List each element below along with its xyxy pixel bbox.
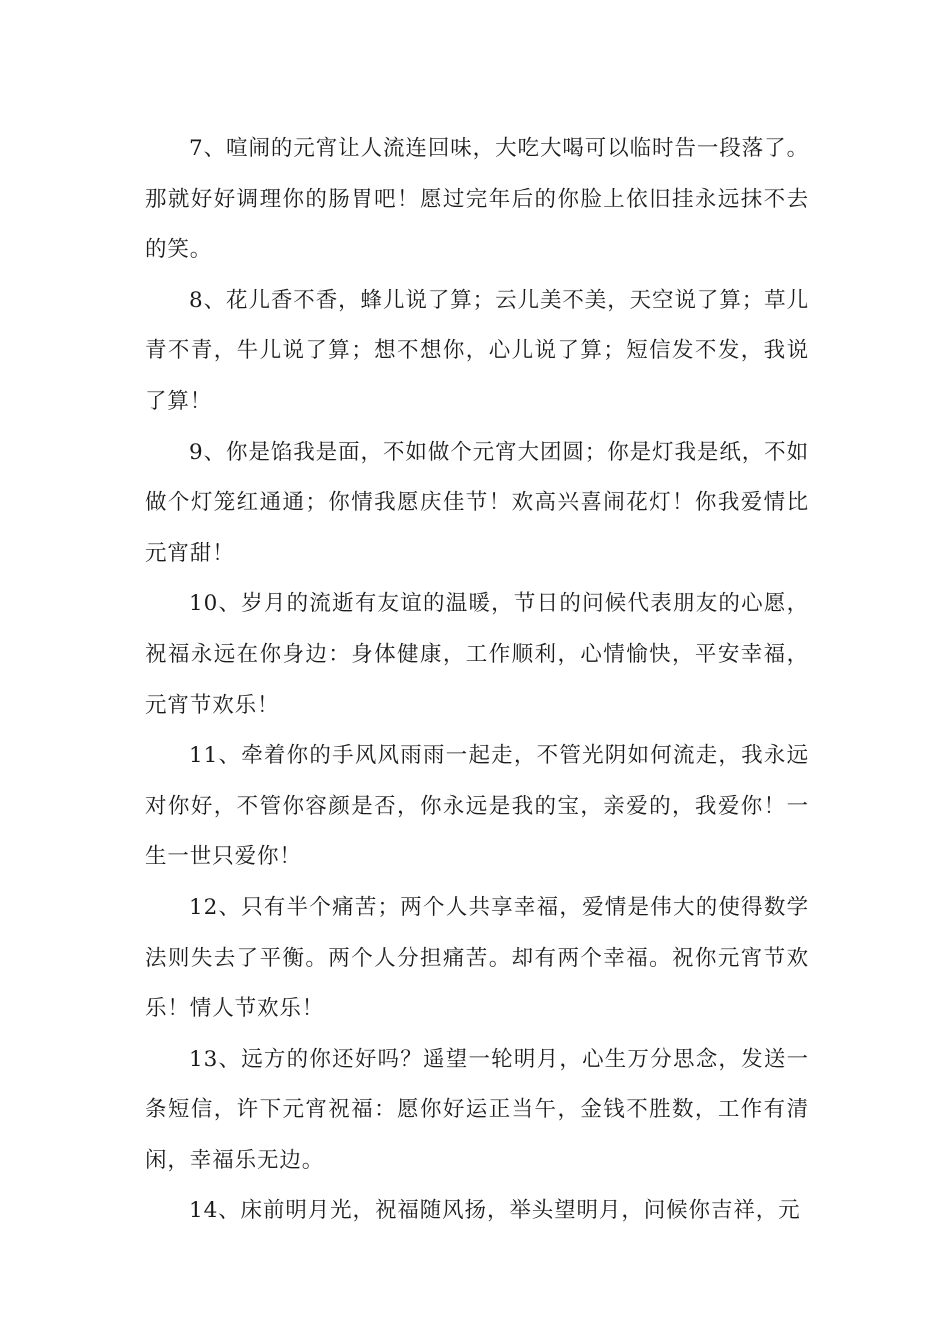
- paragraph-13: 13、远方的你还好吗？遥望一轮明月，心生万分思念，发送一条短信，许下元宵祝福：愿你好运正当午，金钱不胜数，工作有清闲，幸福乐无边。: [145, 1046, 809, 1173]
- paragraph-8: 8、花儿香不香，蜂儿说了算；云儿美不美，天空说了算；草儿青不青，牛儿说了算；想不想你，心儿说了算；短信发不发，我说了算！: [145, 287, 809, 414]
- paragraph-12: 12、只有半个痛苦；两个人共享幸福，爱情是伟大的使得数学法则失去了平衡。两个人分担痛苦。却有两个幸福。祝你元宵节欢乐！情人节欢乐！: [145, 894, 809, 1022]
- paragraph-11: 11、牵着你的手风风雨雨一起走，不管光阴如何流走，我永远对你好，不管你容颜是否，你永远是我的宝，亲爱的，我爱你！一生一世只爱你！: [145, 743, 809, 870]
- paragraph-10: 10、岁月的流逝有友谊的温暖，节日的问候代表朋友的心愿，祝福永远在你身边：身体健康，工作顺利，心情愉快，平安幸福，元宵节欢乐！: [145, 591, 809, 718]
- document-body: [145, 124, 809, 1237]
- paragraph-14: 14、床前明月光，祝福随风扬，举头望明月，问候你吉祥，元: [189, 1198, 801, 1224]
- paragraph-9: 9、你是馅我是面，不如做个元宵大团圆；你是灯我是纸，不如做个灯笼红通通；你情我愿庆佳节！欢高兴喜闹花灯！你我爱情比元宵甜！: [145, 439, 809, 566]
- paragraph-7: 7、喧闹的元宵让人流连回味，大吃大喝可以临时告一段落了。那就好好调理你的肠胃吧！愿过完年后的你脸上依旧挂永远抹不去的笑。: [145, 136, 809, 263]
